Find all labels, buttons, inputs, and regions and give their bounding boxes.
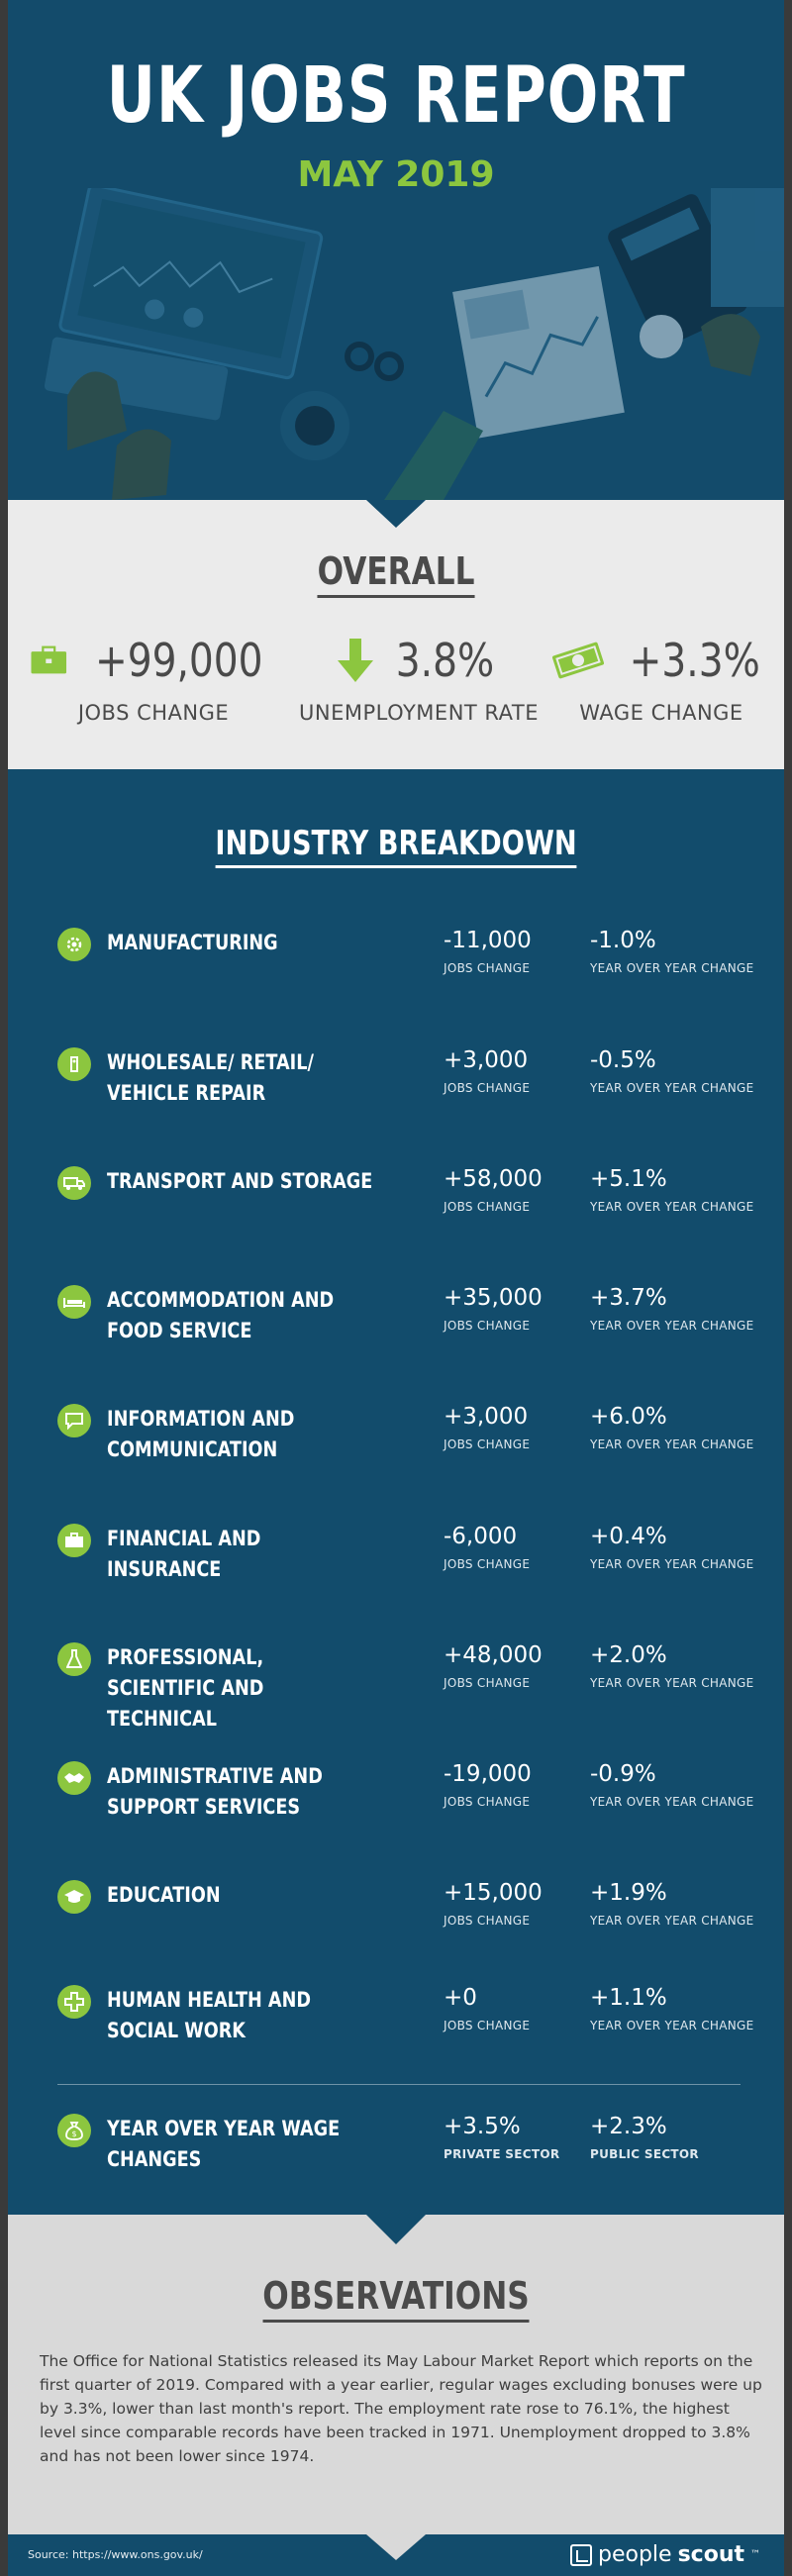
briefcase-icon xyxy=(30,641,68,680)
industry-name: MANUFACTURING xyxy=(107,931,278,954)
industry-row-financial xyxy=(8,1524,784,1603)
overall-section xyxy=(8,500,784,769)
industry-name: ACCOMMODATION AND FOOD SERVICE xyxy=(107,1288,335,1342)
jobs-change-label: JOBS CHANGE xyxy=(444,1437,531,1451)
jobs-change-label: JOBS CHANGE xyxy=(444,1914,531,1928)
yoy-change-value: +5.1% xyxy=(590,1166,667,1192)
section-notch xyxy=(366,500,426,528)
industry-name: ADMINISTRATIVE AND SUPPORT SERVICES xyxy=(107,1764,323,1819)
yoy-change-label: YEAR OVER YEAR CHANGE xyxy=(590,2019,754,2032)
chat-icon xyxy=(57,1404,91,1437)
jobs-change-label: JOBS CHANGE xyxy=(444,1557,531,1571)
yoy-change-value: +2.0% xyxy=(590,1642,667,1668)
trademark: ™ xyxy=(750,2549,760,2560)
private-sector-label: PRIVATE SECTOR xyxy=(444,2147,560,2161)
yoy-change-label: YEAR OVER YEAR CHANGE xyxy=(590,1200,754,1214)
money-icon xyxy=(550,639,606,682)
yoy-change-value: +1.9% xyxy=(590,1880,667,1906)
industry-name: HUMAN HEALTH AND SOCIAL WORK xyxy=(107,1988,311,2042)
overall-title: OVERALL xyxy=(318,549,475,598)
industry-name: INFORMATION AND COMMUNICATION xyxy=(107,1407,295,1461)
industry-row-health xyxy=(8,1985,784,2064)
page-title: UK JOBS REPORT xyxy=(106,51,686,141)
observations-section xyxy=(8,2215,784,2576)
kpi-value: +3.3% xyxy=(629,634,761,687)
industry-section xyxy=(8,769,784,2215)
brand-name-part: scout xyxy=(677,2542,744,2567)
jobs-change-value: +3,000 xyxy=(444,1047,529,1073)
yoy-change-value: -0.9% xyxy=(590,1761,656,1787)
observations-heading xyxy=(78,2274,715,2323)
brand-name-part: people xyxy=(597,2542,672,2567)
graduation-cap-icon xyxy=(57,1880,91,1914)
jobs-change-label: JOBS CHANGE xyxy=(444,2019,531,2032)
source-link[interactable]: Source: https://www.ons.gov.uk/ xyxy=(28,2548,203,2561)
jobs-change-value: -6,000 xyxy=(444,1524,518,1549)
row-divider xyxy=(57,2084,741,2085)
kpi-label: WAGE CHANGE xyxy=(579,701,743,725)
industry-name: YEAR OVER YEAR WAGE CHANGES xyxy=(107,2117,341,2171)
observations-text: The Office for National Statistics released its May Labour Market Report which reports on the first quarter of 2019. Compared with a year earlier, regular wages excluding bonuses were up by 3.3%, lower than last month's report. The employment rate rose to 76.1%, the highest level since comparable records have been tracked in 1971. Unemployment dropped to 3.8% and has not been lower since 1974. xyxy=(40,2352,762,2465)
section-notch xyxy=(366,2215,426,2244)
kpi-label: JOBS CHANGE xyxy=(77,701,230,725)
svg-text:$: $ xyxy=(71,2130,77,2138)
page-subtitle: MAY 2019 xyxy=(297,154,495,195)
section-notch xyxy=(366,2534,426,2560)
jobs-change-value: +0 xyxy=(444,1985,477,2011)
yoy-change-label: YEAR OVER YEAR CHANGE xyxy=(590,1557,754,1571)
kpi-wage-change xyxy=(538,634,785,725)
yoy-change-label: YEAR OVER YEAR CHANGE xyxy=(590,1914,754,1928)
briefcase-icon xyxy=(57,1524,91,1557)
brand-logo xyxy=(570,2542,760,2567)
public-sector-label: PUBLIC SECTOR xyxy=(590,2147,699,2161)
overall-heading xyxy=(78,549,715,598)
yoy-change-value: +6.0% xyxy=(590,1404,667,1430)
logo-icon xyxy=(570,2544,592,2566)
jobs-change-value: -11,000 xyxy=(444,928,532,953)
industry-row-accommodation xyxy=(8,1285,784,1364)
kpi-unemployment-rate xyxy=(295,634,543,725)
gear-icon xyxy=(57,928,91,961)
flask-icon xyxy=(57,1642,91,1676)
desk-illustration xyxy=(8,188,784,500)
jobs-change-value: +15,000 xyxy=(444,1880,543,1906)
industry-name: PROFESSIONAL, SCIENTIFIC AND TECHNICAL xyxy=(107,1645,264,1731)
kpi-value: 3.8% xyxy=(395,634,494,687)
price-tag-icon xyxy=(57,1047,91,1081)
medical-cross-icon xyxy=(57,1985,91,2019)
truck-icon xyxy=(57,1166,91,1200)
private-sector-value: +3.5% xyxy=(444,2114,521,2139)
jobs-change-value: -19,000 xyxy=(444,1761,532,1787)
jobs-change-value: +35,000 xyxy=(444,1285,543,1311)
bed-icon xyxy=(57,1285,91,1319)
observations-title: OBSERVATIONS xyxy=(262,2274,530,2323)
industry-heading xyxy=(85,824,706,868)
industry-row-professional xyxy=(8,1642,784,1731)
jobs-change-value: +3,000 xyxy=(444,1404,529,1430)
kpi-value: +99,000 xyxy=(94,634,263,687)
yoy-change-value: +3.7% xyxy=(590,1285,667,1311)
down-arrow-icon xyxy=(336,637,375,684)
yoy-change-value: +0.4% xyxy=(590,1524,667,1549)
jobs-change-label: JOBS CHANGE xyxy=(444,1676,531,1690)
jobs-change-label: JOBS CHANGE xyxy=(444,1319,531,1333)
industry-row-education xyxy=(8,1880,784,1959)
industry-title: INDUSTRY BREAKDOWN xyxy=(215,824,576,868)
industry-name: WHOLESALE/ RETAIL/ VEHICLE REPAIR xyxy=(107,1050,314,1105)
industry-name: TRANSPORT AND STORAGE xyxy=(107,1169,373,1193)
industry-row-manufacturing xyxy=(8,928,784,1007)
industry-row-administrative xyxy=(8,1761,784,1840)
yoy-change-label: YEAR OVER YEAR CHANGE xyxy=(590,961,754,975)
jobs-change-label: JOBS CHANGE xyxy=(444,1200,531,1214)
yoy-change-label: YEAR OVER YEAR CHANGE xyxy=(590,1081,754,1095)
yoy-change-label: YEAR OVER YEAR CHANGE xyxy=(590,1676,754,1690)
industry-row-information xyxy=(8,1404,784,1483)
yoy-change-label: YEAR OVER YEAR CHANGE xyxy=(590,1437,754,1451)
jobs-change-value: +58,000 xyxy=(444,1166,543,1192)
jobs-change-value: +48,000 xyxy=(444,1642,543,1668)
yoy-change-value: -1.0% xyxy=(590,928,656,953)
industry-row-wage-changes xyxy=(8,2114,784,2193)
industry-row-transport xyxy=(8,1166,784,1245)
jobs-change-label: JOBS CHANGE xyxy=(444,1795,531,1809)
hero-section xyxy=(8,0,784,500)
yoy-change-value: -0.5% xyxy=(590,1047,656,1073)
industry-name: EDUCATION xyxy=(107,1883,221,1907)
yoy-change-label: YEAR OVER YEAR CHANGE xyxy=(590,1795,754,1809)
yoy-change-label: YEAR OVER YEAR CHANGE xyxy=(590,1319,754,1333)
kpi-label: UNEMPLOYMENT RATE xyxy=(299,701,539,725)
kpi-jobs-change xyxy=(30,634,277,725)
yoy-change-value: +1.1% xyxy=(590,1985,667,2011)
jobs-change-label: JOBS CHANGE xyxy=(444,1081,531,1095)
handshake-icon xyxy=(57,1761,91,1795)
public-sector-value: +2.3% xyxy=(590,2114,667,2139)
industry-row-wholesale xyxy=(8,1047,784,1127)
money-bag-icon xyxy=(57,2114,91,2147)
jobs-change-label: JOBS CHANGE xyxy=(444,961,531,975)
industry-name: FINANCIAL AND INSURANCE xyxy=(107,1527,261,1581)
